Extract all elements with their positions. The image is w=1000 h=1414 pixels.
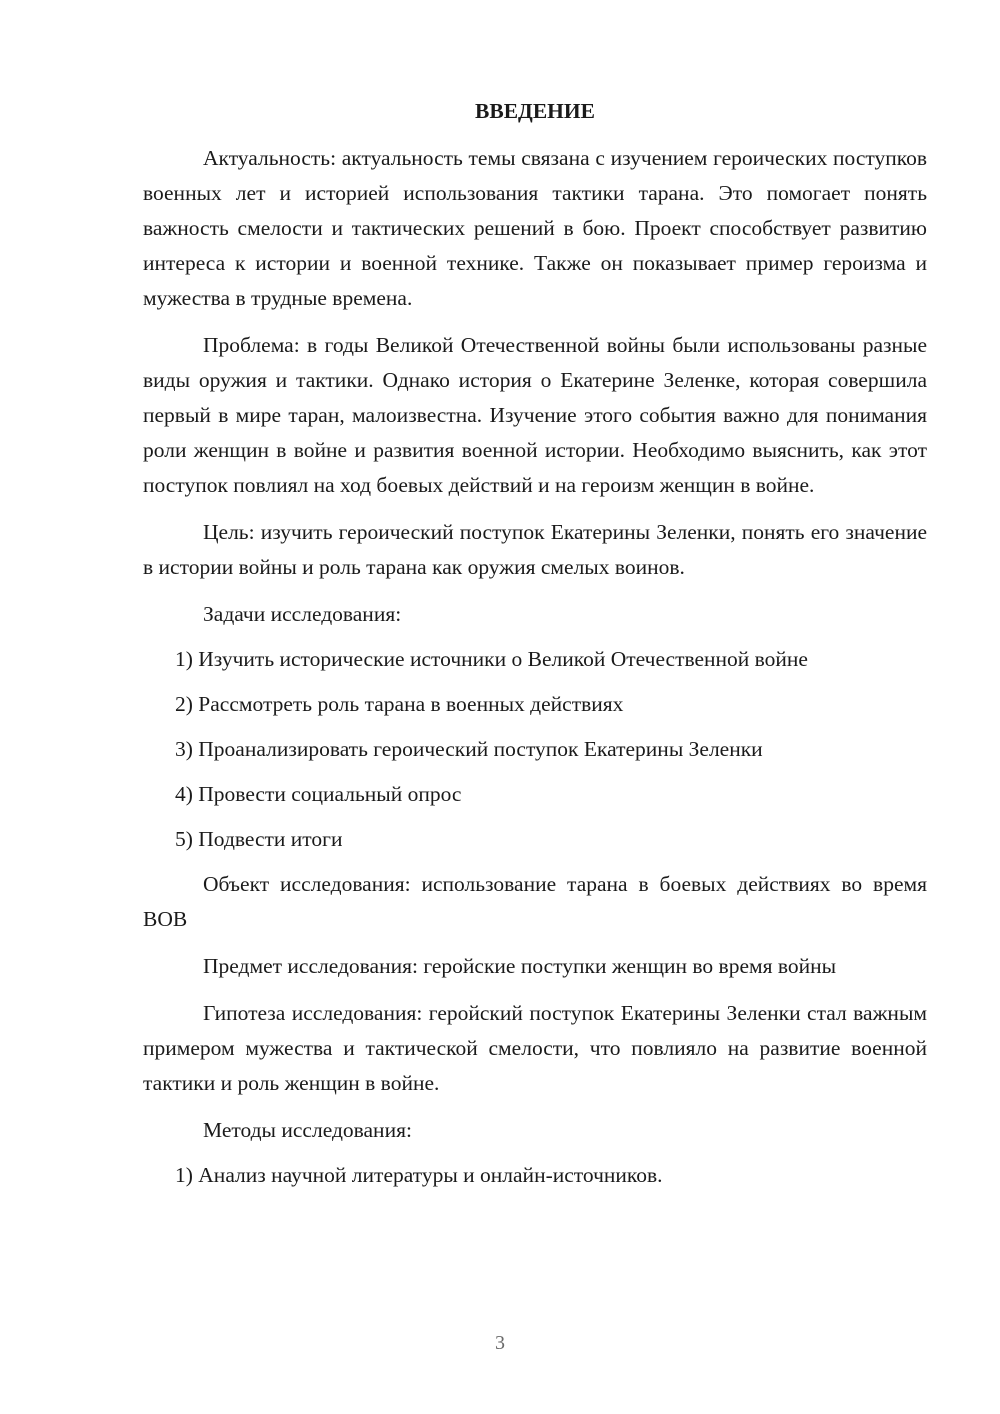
hypothesis-paragraph: Гипотеза исследования: геройский поступок Екатерины Зеленки стал важным примером мужества и тактической смелости, что повлияло на развитие военной тактики и роль женщин в войне.: [143, 1001, 927, 1095]
list-item: 5) Подвести итоги: [175, 827, 343, 851]
section-title: ВВЕДЕНИЕ: [475, 99, 595, 123]
list-item: 1) Анализ научной литературы и онлайн-источников.: [175, 1163, 663, 1187]
subject-paragraph: Предмет исследования: геройские поступки женщин во время войны: [203, 954, 837, 978]
methods-heading: Методы исследования:: [203, 1118, 412, 1142]
list-item: 2) Рассмотреть роль тарана в военных действиях: [175, 692, 624, 716]
list-item: 1) Изучить исторические источники о Великой Отечественной войне: [175, 647, 808, 671]
page-number: 3: [495, 1332, 505, 1354]
goal-paragraph: Цель: изучить героический поступок Екатерины Зеленки, понять его значение в истории войны и роль тарана как оружия смелых воинов.: [143, 520, 927, 579]
tasks-heading: Задачи исследования:: [203, 602, 402, 626]
list-item: 4) Провести социальный опрос: [175, 782, 462, 806]
methods-list: [143, 1158, 927, 1193]
problem-paragraph: Проблема: в годы Великой Отечественной войны были использованы разные виды оружия и тактики. Однако история о Екатерине Зеленке, которая совершила первый в мире таран, малоизвестна. Изучение этого события важно для понимания роли женщин в войне и развития военной истории. Необходимо выяснить, как этот поступок повлиял на ход боевых действий и на героизм женщин в войне.: [143, 333, 927, 497]
object-paragraph: Объект исследования: использование тарана в боевых действиях во время ВОВ: [143, 872, 927, 931]
document-page: [143, 96, 927, 1203]
relevance-paragraph: Актуальность: актуальность темы связана с изучением героических поступков военных лет и историей использования тактики тарана. Это помогает понять важность смелости и тактических решений в бою. Проект способствует развитию интереса к истории и военной технике. Также он показывает пример героизма и мужества в трудные времена.: [143, 146, 927, 310]
tasks-list: [143, 642, 927, 857]
list-item: 3) Проанализировать героический поступок Екатерины Зеленки: [175, 737, 763, 761]
